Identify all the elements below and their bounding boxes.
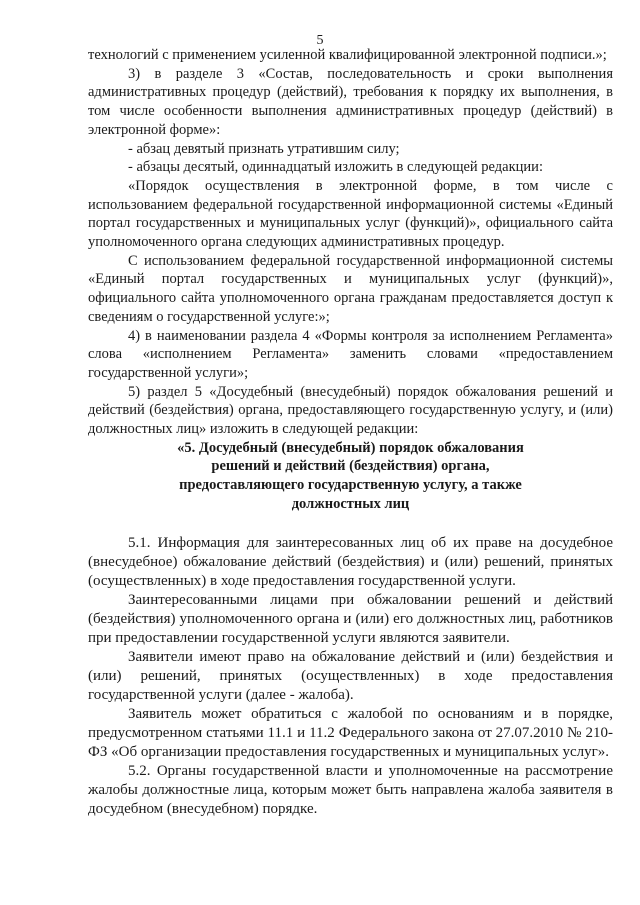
- paragraph-quote-2: С использованием федеральной государственной информационной системы «Единый портал государственных и муниципальных услуг (функций)», официального сайта уполномоченного органа гражданам предоставляется доступ к сведениям о государственной услуге:»;: [88, 252, 613, 325]
- page-number: 5: [316, 33, 324, 48]
- heading-line: «5. Досудебный (внесудебный) порядок обжалования: [177, 439, 524, 456]
- paragraph-item-4: 4) в наименовании раздела 4 «Формы контроля за исполнением Регламента» слова «исполнением Регламента» заменить словами «предоставлением государственной услуги»;: [88, 327, 613, 381]
- paragraph-dash-2: - абзацы десятый, одиннадцатый изложить в следующей редакции:: [128, 159, 543, 176]
- paragraph-5-2: 5.2. Органы государственной власти и уполномоченные на рассмотрение жалобы должностные лица, которым может быть направлена жалоба заявителя в досудебном (внесудебном) порядке.: [88, 762, 613, 817]
- paragraph-item-5: 5) раздел 5 «Досудебный (внесудебный) порядок обжалования решений и действий (бездействия) органа, предоставляющего государственную услугу, и (или) должностных лиц» изложить в следующей редакции:: [88, 383, 613, 438]
- paragraph-applicant-complaint: Заявитель может обратиться с жалобой по основаниям и в порядке, предусмотренном статьями 11.1 и 11.2 Федерального закона от 27.07.2010 № 210-ФЗ «Об организации предоставления государственных и муниципальных услуг».: [88, 705, 613, 760]
- heading-line: предоставляющего государственную услугу, а также: [179, 477, 522, 494]
- paragraph-dash-1: - абзац девятый признать утратившим силу;: [128, 140, 400, 157]
- paragraph-item-3: 3) в разделе 3 «Состав, последовательность и сроки выполнения административных процедур (действий), требования к порядку их выполнения, в том числе особенности выполнения административных процедур (действий) в электронной форме»:: [88, 65, 613, 138]
- paragraph-continuation: технологий с применением усиленной квалифицированной электронной подписи.»;: [88, 47, 607, 63]
- heading-line: должностных лиц: [291, 495, 410, 512]
- paragraph-quote-1: «Порядок осуществления в электронной форме, в том числе с использованием федеральной государственной информационной системы «Единый портал государственных и муниципальных услуг (функций)», официального сайта уполномоченного органа следующих административных процедур.: [88, 177, 613, 251]
- document-body: [88, 46, 613, 819]
- section-heading: [88, 439, 613, 514]
- paragraph-5-1: 5.1. Информация для заинтересованных лиц об их праве на досудебное (внесудебное) обжалование действий (бездействия) и (или) решений, принятых (осуществленных) в ходе предоставления государственной услуги.: [88, 534, 613, 589]
- paragraph-applicants-right: Заявители имеют право на обжалование действий и (или) бездействия и (или) решений, принятых (осуществленных) в ходе предоставления государственной услуги (далее - жалоба).: [88, 648, 613, 703]
- paragraph-interested-persons: Заинтересованными лицами при обжаловании решений и действий (бездействия) уполномоченного органа и (или) его должностных лиц, работников при предоставлении государственной услуги являются заявители.: [88, 591, 613, 646]
- heading-line: решений и действий (бездействия) органа,: [211, 458, 490, 475]
